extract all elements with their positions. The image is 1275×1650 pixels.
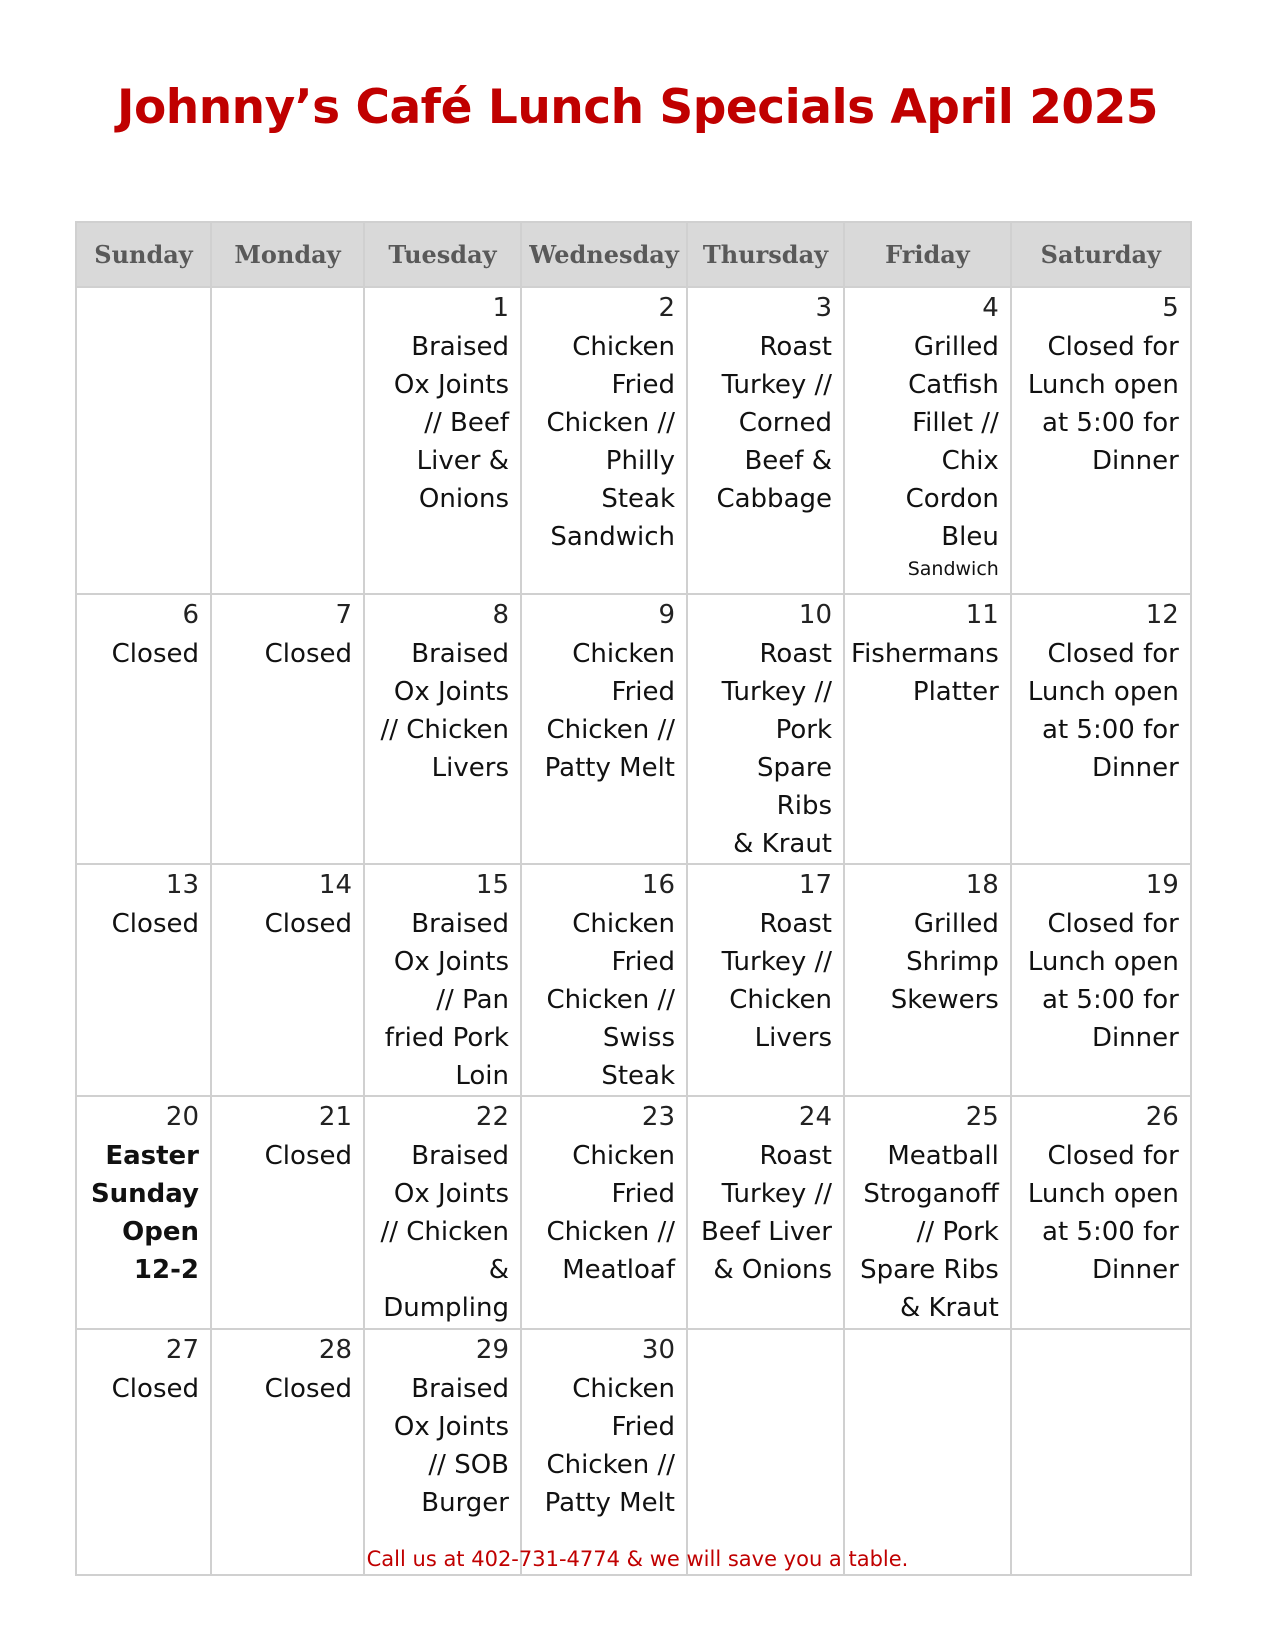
weekday-header: Monday: [211, 222, 364, 287]
menu-special: Closed for Lunch open at 5:00 for Dinner: [1027, 1141, 1179, 1285]
menu-special: Braised Ox Joints // Chicken Livers: [380, 639, 509, 783]
menu-special: Roast Turkey // Chicken Livers: [721, 909, 832, 1053]
day-number: 23: [641, 1102, 675, 1132]
menu-special: Closed: [111, 1374, 199, 1404]
week-row: [76, 287, 1191, 594]
menu-special: Grilled Shrimp Skewers: [890, 909, 999, 1015]
day-cell: [687, 864, 844, 1096]
menu-special: Meatball Stroganoff // Pork Spare Ribs & Kraut: [860, 1141, 999, 1323]
menu-special: Roast Turkey // Beef Liver & Onions: [700, 1141, 832, 1285]
menu-special: Roast Turkey // Corned Beef & Cabbage: [716, 332, 832, 514]
day-cell: [211, 1096, 364, 1329]
week-row: [76, 1329, 1191, 1575]
day-cell: [76, 1329, 211, 1575]
day-cell: [364, 1329, 521, 1575]
menu-special: Braised Ox Joints // Pan fried Pork Loin: [384, 909, 509, 1091]
day-number: 2: [658, 293, 675, 323]
footer-note: Call us at 402-731-4774 & we will save you a table.: [366, 1547, 909, 1571]
menu-special: Chicken Fried Chicken // Swiss Steak: [546, 909, 675, 1091]
menu-special: Closed: [264, 1374, 352, 1404]
day-cell: [76, 594, 211, 864]
day-cell: [521, 287, 687, 594]
day-number: 5: [1162, 293, 1179, 323]
day-cell: [844, 594, 1011, 864]
menu-special: Fishermans Platter: [851, 639, 999, 707]
day-cell: [687, 287, 844, 594]
day-cell: [521, 594, 687, 864]
day-cell: [844, 1329, 1011, 1575]
day-cell: [1011, 1329, 1191, 1575]
day-number: 21: [318, 1102, 352, 1132]
day-number: 9: [658, 600, 675, 630]
menu-special: Grilled Catfish Fillet // Chix Cordon Bleu: [905, 332, 999, 552]
day-number: 30: [641, 1335, 675, 1365]
day-number: 26: [1145, 1102, 1179, 1132]
day-cell: [364, 1096, 521, 1329]
weekday-header: Saturday: [1011, 222, 1191, 287]
day-number: 13: [165, 870, 199, 900]
day-cell: [76, 864, 211, 1096]
menu-special: Closed for Lunch open at 5:00 for Dinner: [1027, 332, 1179, 476]
menu-special: Chicken Fried Chicken // Patty Melt: [544, 1374, 675, 1518]
menu-special: Closed for Lunch open at 5:00 for Dinner: [1027, 639, 1179, 783]
menu-special: Closed: [111, 639, 199, 669]
day-number: 17: [798, 870, 832, 900]
menu-special: Chicken Fried Chicken // Philly Steak Sandwich: [546, 332, 675, 552]
page-title: Johnny’s Café Lunch Specials April 2025: [116, 80, 1159, 135]
menu-special-note: Sandwich: [907, 558, 999, 580]
weekday-header: Friday: [844, 222, 1011, 287]
menu-special: Braised Ox Joints // SOB Burger: [393, 1374, 509, 1518]
day-number: 22: [475, 1102, 509, 1132]
day-number: 6: [182, 600, 199, 630]
day-cell: [521, 864, 687, 1096]
day-number: 27: [165, 1335, 199, 1365]
day-cell: [211, 594, 364, 864]
weekday-header: Sunday: [76, 222, 211, 287]
day-number: 19: [1145, 870, 1179, 900]
day-number: 4: [982, 293, 999, 323]
menu-special: Closed: [111, 909, 199, 939]
calendar-table: [75, 221, 1192, 1576]
day-number: 14: [318, 870, 352, 900]
day-cell: [364, 864, 521, 1096]
week-row: [76, 864, 1191, 1096]
day-cell: [521, 1329, 687, 1575]
day-number: 20: [165, 1102, 199, 1132]
day-number: 12: [1145, 600, 1179, 630]
day-cell: [844, 1096, 1011, 1329]
day-cell: [1011, 594, 1191, 864]
weekday-header-row: [76, 222, 1191, 287]
weekday-header: Thursday: [687, 222, 844, 287]
day-number: 15: [475, 870, 509, 900]
day-cell: [521, 1096, 687, 1329]
day-cell: [211, 1329, 364, 1575]
menu-special: Braised Ox Joints // Beef Liver & Onions: [393, 332, 509, 514]
menu-special: Closed: [264, 909, 352, 939]
menu-special: Easter Sunday Open 12-2: [90, 1141, 199, 1285]
day-cell: [687, 594, 844, 864]
day-cell: [211, 864, 364, 1096]
menu-special: Closed: [264, 639, 352, 669]
day-cell: [1011, 864, 1191, 1096]
day-number: 16: [641, 870, 675, 900]
day-cell: [844, 287, 1011, 594]
day-number: 1: [492, 293, 509, 323]
day-number: 28: [318, 1335, 352, 1365]
calendar-body: [76, 287, 1191, 1575]
day-number: 3: [815, 293, 832, 323]
day-number: 8: [492, 600, 509, 630]
day-cell: [687, 1329, 844, 1575]
day-number: 25: [965, 1102, 999, 1132]
week-row: [76, 1096, 1191, 1329]
day-cell: [76, 287, 211, 594]
menu-special: Closed: [264, 1141, 352, 1171]
menu-special: Closed for Lunch open at 5:00 for Dinner: [1027, 909, 1179, 1053]
menu-special: Chicken Fried Chicken // Patty Melt: [544, 639, 675, 783]
menu-special: Chicken Fried Chicken // Meatloaf: [546, 1141, 675, 1285]
day-number: 10: [798, 600, 832, 630]
week-row: [76, 594, 1191, 864]
menu-special: Braised Ox Joints // Chicken & Dumpling: [380, 1141, 509, 1323]
day-cell: [1011, 287, 1191, 594]
day-cell: [687, 1096, 844, 1329]
day-cell: [211, 287, 364, 594]
weekday-header: Wednesday: [521, 222, 687, 287]
weekday-header: Tuesday: [364, 222, 521, 287]
day-cell: [364, 287, 521, 594]
day-cell: [844, 864, 1011, 1096]
day-cell: [364, 594, 521, 864]
menu-special: Roast Turkey // Pork Spare Ribs & Kraut: [721, 639, 832, 859]
day-number: 18: [965, 870, 999, 900]
day-cell: [1011, 1096, 1191, 1329]
day-number: 11: [965, 600, 999, 630]
day-number: 29: [475, 1335, 509, 1365]
day-number: 24: [798, 1102, 832, 1132]
day-number: 7: [335, 600, 352, 630]
day-cell: [76, 1096, 211, 1329]
